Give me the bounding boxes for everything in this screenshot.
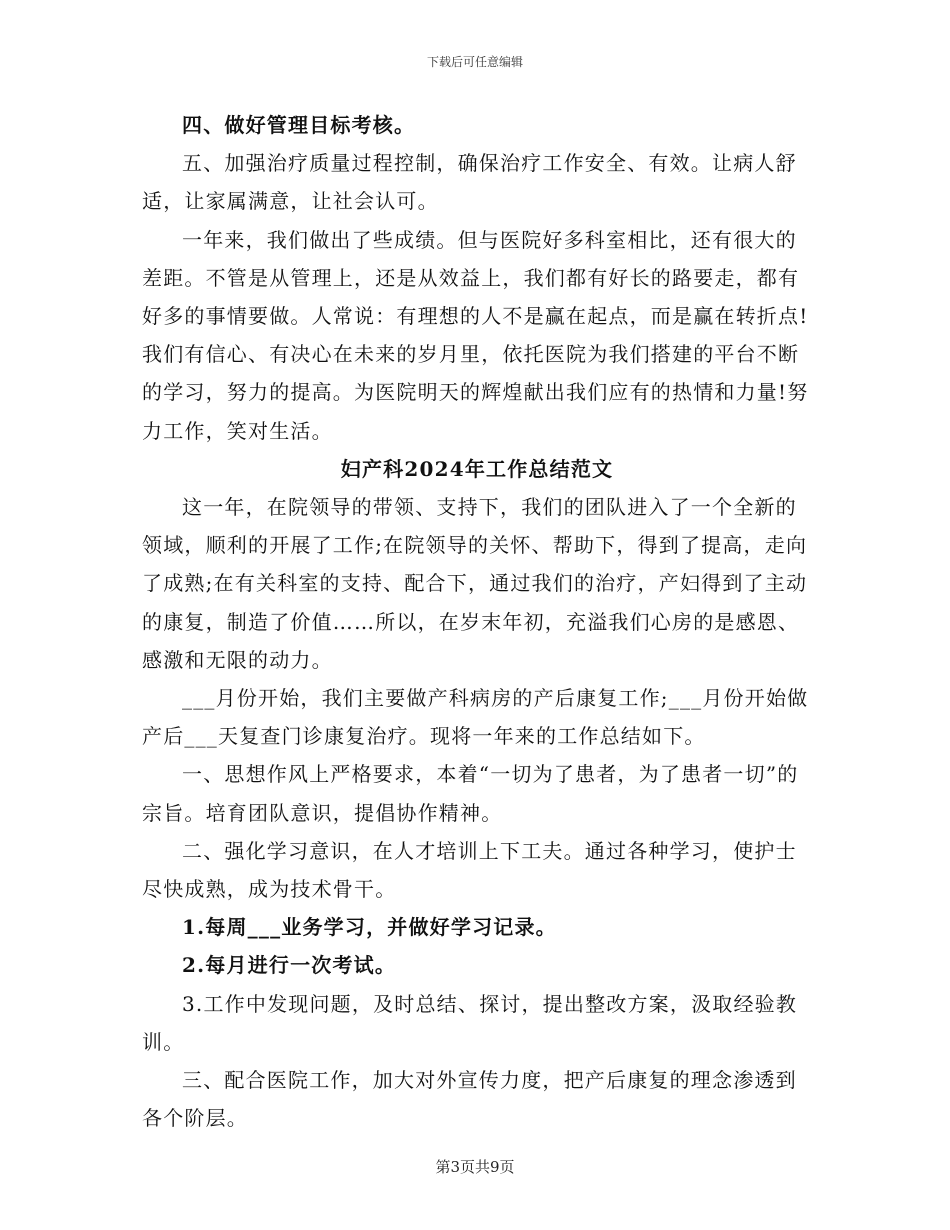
paragraph-intro: 这一年，在院领导的带领、支持下，我们的团队进入了一个全新的领域，顺利的开展了工作;在院领导的关怀、帮助下，得到了提高，走向了成熟;在有关科室的支持、配合下，通过我们的治疗，产妇得到了主动的康复，制造了价值……所以，在岁末年初，充溢我们心房的是感恩、感激和无限的动力。 bbox=[142, 495, 808, 672]
sub-item-3: 3.工作中发现问题，及时总结、探讨，提出整改方案，汲取经验教训。 bbox=[142, 991, 798, 1054]
paragraph-item-3: 三、配合医院工作，加大对外宣传力度，把产后康复的理念渗透到各个阶层。 bbox=[142, 1068, 797, 1131]
section-heading-4: 四、做好管理目标考核。 bbox=[182, 113, 416, 137]
paragraph-summary: 一年来，我们做出了些成绩。但与医院好多科室相比，还有很大的差距。不管是从管理上，还是从效益上，我们都有好长的路要走，都有好多的事情要做。人常说：有理想的人不是赢在起点，而是赢在转折点!我们有信心、有决心在未来的岁月里，依托医院为我们搭建的平台不断的学习，努力的提高。为医院明天的辉煌献出我们应有的热情和力量!努力工作，笑对生活。 bbox=[142, 227, 809, 443]
paragraph-item-2: 二、强化学习意识，在人才培训上下工夫。通过各种学习，使护士尽快成熟，成为技术骨干。 bbox=[142, 838, 797, 902]
document-title: 妇产科2024年工作总结范文 bbox=[340, 456, 614, 481]
sub-item-2: 2.每月进行一次考试。 bbox=[182, 953, 397, 978]
paragraph-section-5: 五、加强治疗质量过程控制，确保治疗工作安全、有效。让病人舒适，让家属满意，让社会认可。 bbox=[142, 151, 797, 214]
page-header: 下载后可任意编辑 bbox=[426, 55, 523, 69]
page-footer: 第3页共9页 bbox=[435, 1158, 515, 1176]
sub-item-1: 1.每周___业务学习，并做好学习记录。 bbox=[182, 915, 557, 940]
paragraph-months: ___月份开始，我们主要做产科病房的产后康复工作;___月份开始做产后___天复查门诊康复治疗。现将一年来的工作总结如下。 bbox=[142, 686, 809, 749]
paragraph-item-1: 一、思想作风上严格要求，本着“一切为了患者，为了患者一切”的宗旨。培育团队意识，提倡协作精神。 bbox=[142, 762, 799, 825]
document-body bbox=[142, 106, 812, 1137]
